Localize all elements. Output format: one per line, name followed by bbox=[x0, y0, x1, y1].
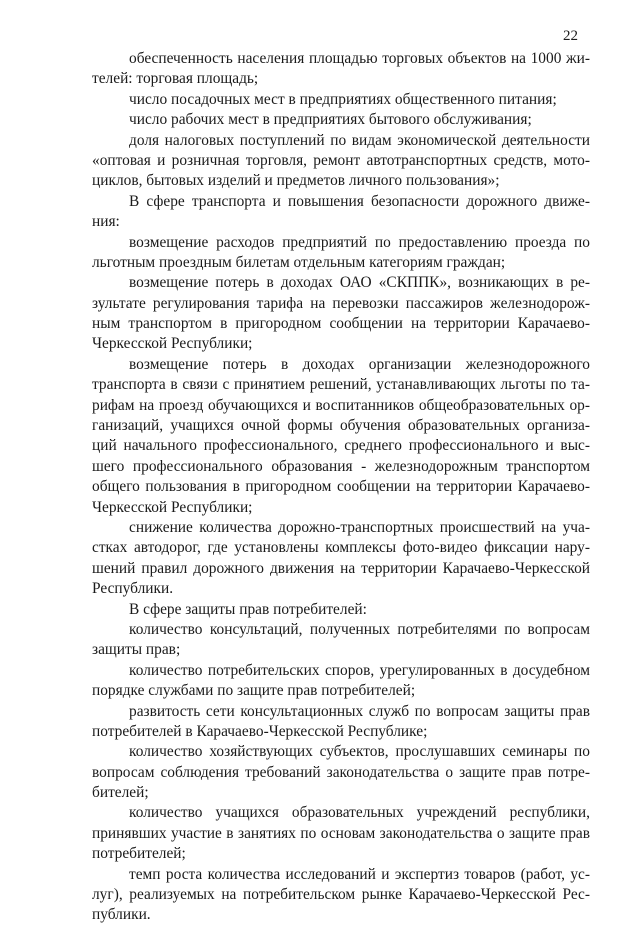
text-line: шений правил дорожного движения на территории Карачаево-Черкесской bbox=[92, 559, 590, 577]
text-line: количество потребительских споров, урегулированных в досудебном bbox=[129, 661, 590, 679]
text-line: Черкесской Республики; bbox=[92, 335, 253, 353]
text-line: вопросам соблюдения требований законодательства о защите прав потре- bbox=[92, 763, 590, 781]
text-line: зультате регулирования тарифа на перевозки пассажиров железнодорож- bbox=[92, 294, 590, 312]
text-line: количество консультаций, полученных потребителями по вопросам bbox=[129, 620, 590, 638]
text-line: возмещение потерь в доходах организации железнодорожного bbox=[129, 355, 590, 373]
text-line: стках автодорог, где установлены комплексы фото-видео фиксации нару- bbox=[92, 539, 590, 557]
text-line: шего профессионального образования - железнодорожным транспортом bbox=[92, 457, 590, 475]
text-line: ций начального профессионального, среднего профессионального и выс- bbox=[92, 437, 590, 455]
text-line: Черкесской Республики; bbox=[92, 498, 253, 516]
text-line: «оптовая и розничная торговля, ремонт автотранспортных средств, мото- bbox=[92, 151, 590, 169]
text-line: рифам на проезд обучающихся и воспитанников общеобразовательных ор- bbox=[92, 396, 590, 414]
text-line: количество хозяйствующих субъектов, прослушавших семинары по bbox=[129, 743, 590, 761]
page-number: 22 bbox=[563, 28, 578, 44]
text-line: развитость сети консультационных служб по вопросам защиты прав bbox=[129, 702, 590, 720]
text-line: количество учащихся образовательных учреждений республики, bbox=[129, 804, 590, 822]
text-line: льготным проездным билетам отдельным категориям граждан; bbox=[92, 253, 506, 271]
text-line: циклов, бытовых изделий и предметов личного пользования»; bbox=[92, 172, 500, 190]
text-line: ным транспортом в пригородном сообщении на территории Карачаево- bbox=[92, 315, 590, 333]
text-line: бителей; bbox=[92, 784, 149, 802]
text-line: доля налоговых поступлений по видам экономической деятельности bbox=[129, 131, 590, 149]
text-line: защиты прав; bbox=[92, 641, 181, 659]
text-line: общего пользования в пригородном сообщении на территории Карачаево- bbox=[92, 478, 590, 496]
text-line: число посадочных мест в предприятиях общественного питания; bbox=[129, 90, 557, 108]
text-line: луг), реализуемых на потребительском рынке Карачаево-Черкесской Рес- bbox=[92, 886, 590, 904]
text-line: транспорта в связи с принятием решений, устанавливающих льготы по та- bbox=[92, 376, 590, 394]
text-line: публики. bbox=[92, 906, 151, 924]
text-line: принявших участие в занятиях по основам законодательства о защите прав bbox=[92, 824, 590, 842]
text-line: В сфере транспорта и повышения безопасности дорожного движе- bbox=[129, 192, 590, 210]
text-line: число рабочих мест в предприятиях бытового обслуживания; bbox=[129, 111, 532, 129]
text-line: ния: bbox=[92, 213, 120, 231]
text-line: потребителей в Карачаево-Черкесской Республике; bbox=[92, 722, 428, 740]
text-line: Республики. bbox=[92, 580, 174, 598]
body-text bbox=[92, 49, 590, 926]
text-line: потребителей; bbox=[92, 845, 186, 863]
text-line: возмещение потерь в доходах ОАО «СКППК», возникающих в ре- bbox=[129, 274, 590, 292]
text-line: ганизаций, учащихся очной формы обучения образовательных организа- bbox=[92, 417, 590, 435]
text-line: телей: торговая площадь; bbox=[92, 70, 259, 88]
text-line: темп роста количества исследований и экспертиз товаров (работ, ус- bbox=[129, 865, 590, 883]
text-line: В сфере защиты прав потребителей: bbox=[129, 600, 367, 618]
text-line: порядке службами по защите прав потребителей; bbox=[92, 682, 416, 700]
text-line: возмещение расходов предприятий по предоставлению проезда по bbox=[129, 233, 590, 251]
text-line: обеспеченность населения площадью торговых объектов на 1000 жи- bbox=[129, 50, 590, 67]
text-line: снижение количества дорожно-транспортных происшествий на уча- bbox=[129, 518, 590, 536]
